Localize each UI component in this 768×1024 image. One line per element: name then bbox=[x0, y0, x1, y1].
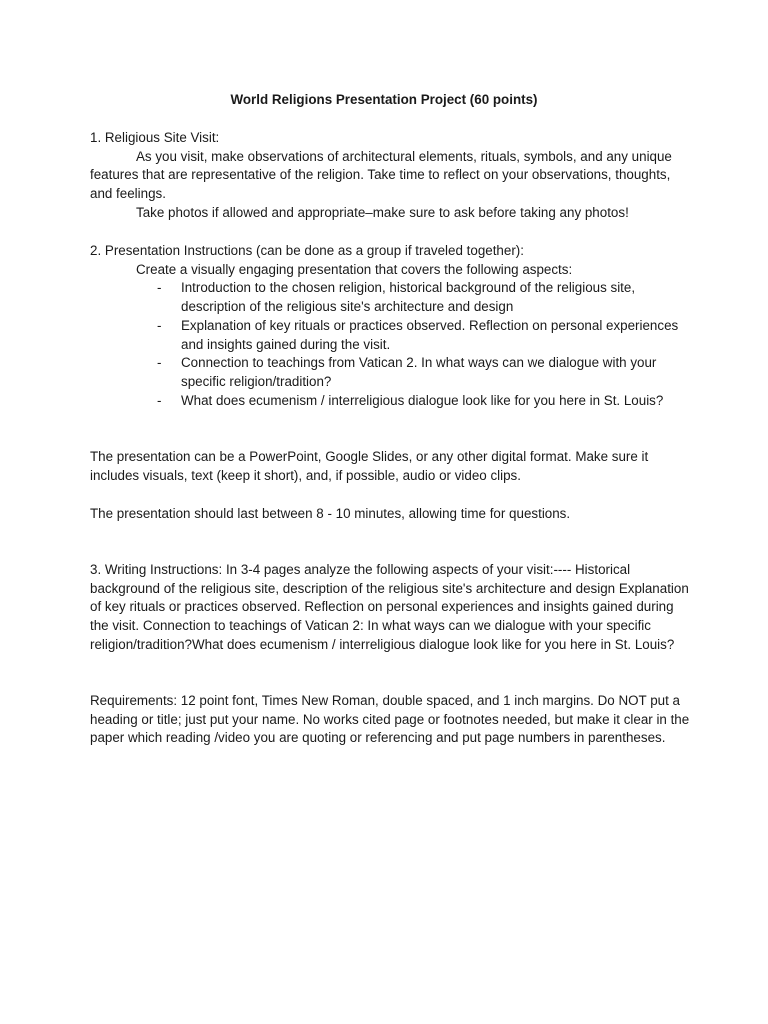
list-item-text: Explanation of key rituals or practices observed. Reflection on personal experiences and insights gained during the visit. bbox=[181, 317, 679, 352]
section-religious-site-visit bbox=[90, 129, 690, 223]
presentation-intro: Create a visually engaging presentation that covers the following aspects: bbox=[136, 261, 573, 277]
bullet-dash: - bbox=[157, 355, 162, 371]
bullet-dash: - bbox=[157, 392, 162, 408]
aspects-list bbox=[90, 279, 690, 410]
list-item bbox=[90, 317, 690, 354]
bullet-dash: - bbox=[157, 280, 162, 296]
paragraph-observations bbox=[90, 148, 690, 204]
list-item bbox=[90, 392, 690, 411]
paragraph-presentation-format: The presentation can be a PowerPoint, Google Slides, or any other digital format. Make sure it includes visuals, text (keep it short), and, if possible, audio or video clips. bbox=[90, 449, 649, 483]
list-item-text: Connection to teachings from Vatican 2. In what ways can we dialogue with your specific religion/tradition? bbox=[181, 355, 657, 389]
list-item bbox=[90, 279, 690, 316]
section-presentation-instructions bbox=[90, 242, 690, 410]
paragraph-photos: Take photos if allowed and appropriate–make sure to ask before taking any photos! bbox=[136, 204, 629, 220]
document-title: World Religions Presentation Project (60 points) bbox=[230, 92, 538, 107]
list-item-text: Introduction to the chosen religion, historical background of the religious site, description of the religious site's architecture and design bbox=[181, 280, 636, 315]
paragraph-presentation-duration: The presentation should last between 8 - 10 minutes, allowing time for questions. bbox=[90, 506, 571, 521]
section-heading: 1. Religious Site Visit: bbox=[90, 130, 220, 145]
section-writing-instructions: 3. Writing Instructions: In 3-4 pages analyze the following aspects of your visit:---- Historical background of the religious site, description of the religious site's architecture and design Explanation of key rituals or practices observed. Reflection on personal experiences and insights gained during the visit. Connection to teachings of Vatican 2: In what ways can we dialogue with your specific religion/tradition?What does ecumenism / interreligious dialogue look like for you here in St. Louis? bbox=[90, 562, 689, 652]
paragraph-requirements: Requirements: 12 point font, Times New Roman, double spaced, and 1 inch margins. Do NOT put a heading or title; just put your name. No works cited page or footnotes needed, but make it clear in the paper which reading /video you are quoting or referencing and put page numbers in parentheses. bbox=[90, 693, 690, 746]
section-heading: 2. Presentation Instructions (can be done as a group if traveled together): bbox=[90, 243, 524, 258]
bullet-dash: - bbox=[157, 317, 162, 333]
paragraph-text: As you visit, make observations of architectural elements, rituals, symbols, and any unique features that are representative of the religion. Take time to reflect on your observations, thoughts, and feelings. bbox=[90, 148, 672, 202]
list-item-text: What does ecumenism / interreligious dialogue look like for you here in St. Louis? bbox=[181, 392, 664, 408]
list-item bbox=[90, 354, 690, 391]
